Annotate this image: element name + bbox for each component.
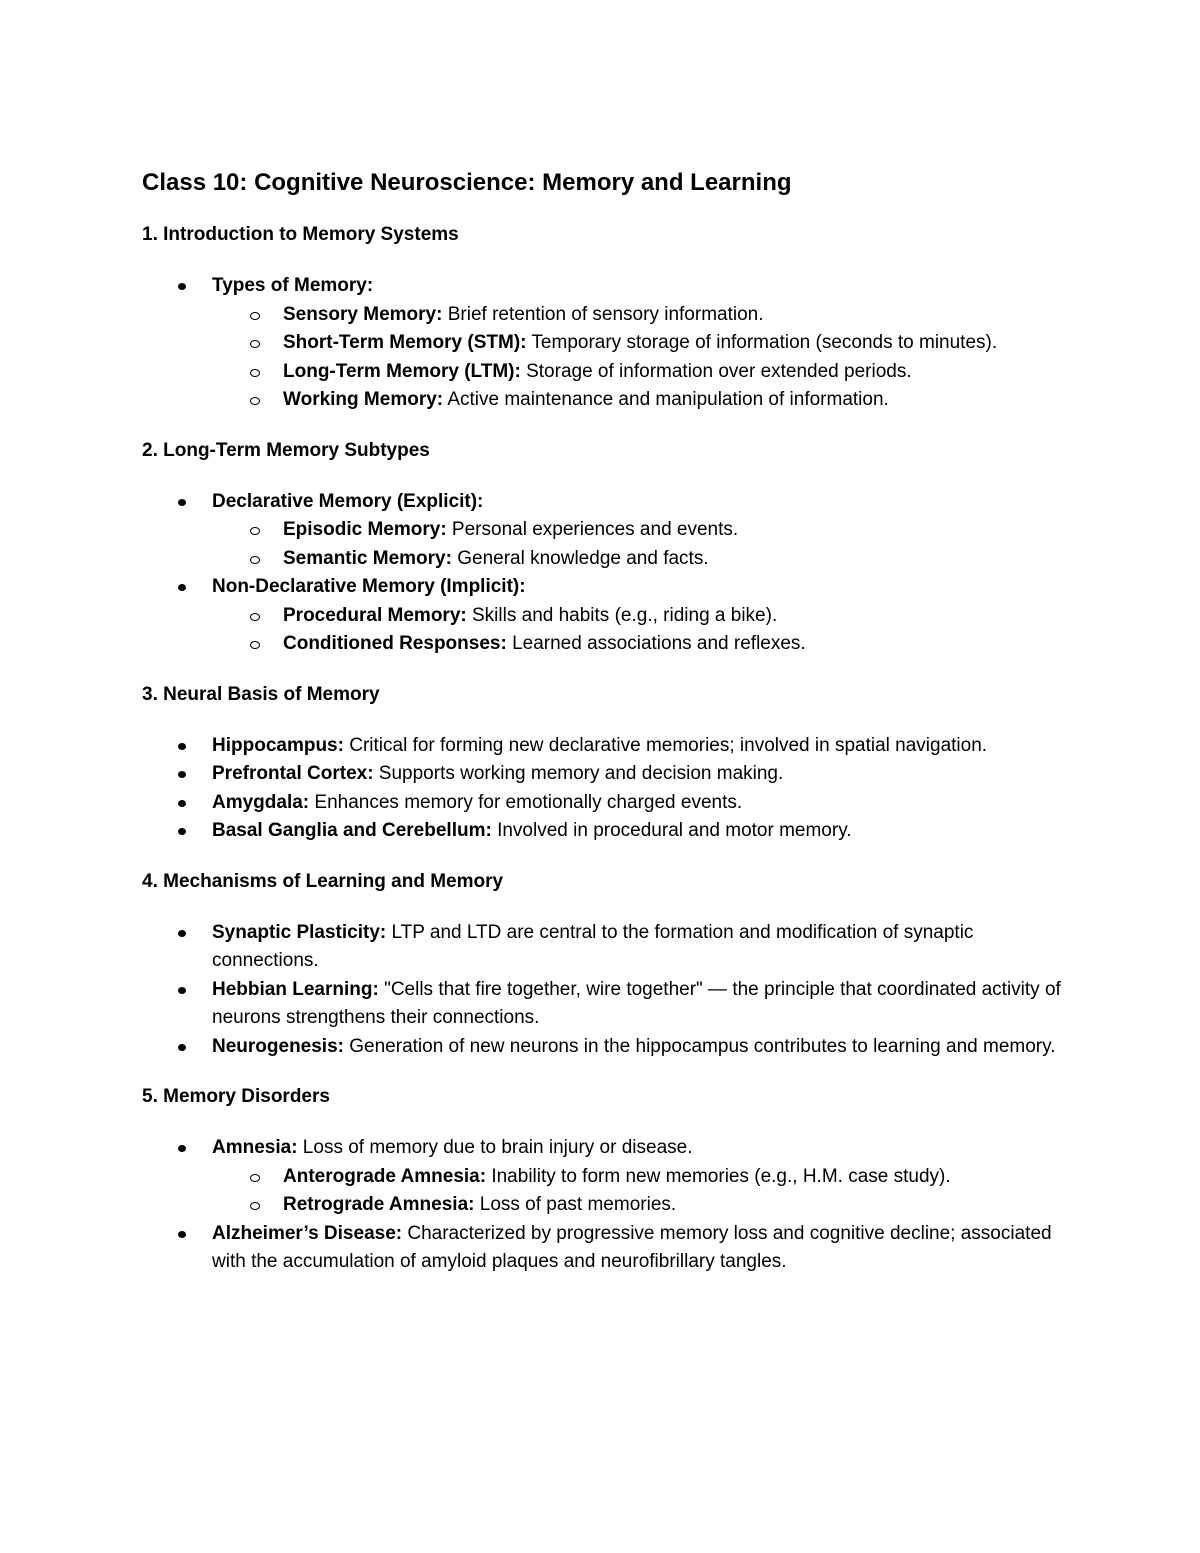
hollow-bullet-icon — [250, 1174, 260, 1182]
sub-list-item — [142, 630, 1062, 659]
filled-bullet-icon — [178, 283, 186, 290]
filled-bullet-icon — [178, 828, 186, 835]
sub-item-label: Semantic Memory: — [283, 547, 452, 569]
bullet-list — [142, 488, 1062, 659]
sub-item-text: Active maintenance and manipulation of information. — [443, 389, 889, 410]
sub-item-label: Sensory Memory: — [283, 303, 443, 325]
item-label: Types of Memory: — [212, 275, 374, 296]
section-2 — [142, 437, 1062, 659]
list-item — [142, 732, 1062, 761]
section-heading: 4. Mechanisms of Learning and Memory — [142, 870, 504, 892]
filled-bullet-icon — [178, 800, 186, 807]
sub-item-text: Skills and habits (e.g., riding a bike). — [466, 604, 778, 626]
item-label: Non-Declarative Memory (Implicit): — [212, 576, 526, 597]
item-label: Hebbian Learning: — [212, 978, 379, 1000]
item-text: Generation of new neurons in the hippocampus contributes to learning and memory. — [343, 1035, 1056, 1057]
section-1 — [142, 221, 1062, 415]
list-item — [142, 1033, 1062, 1062]
sub-item-text: Personal experiences and events. — [446, 519, 739, 540]
sub-item-label: Short-Term Memory (STM): — [283, 332, 527, 353]
filled-bullet-icon — [178, 1231, 186, 1238]
sub-item-label: Conditioned Responses: — [283, 633, 507, 654]
sub-item-text: Learned associations and reflexes. — [506, 633, 806, 654]
filled-bullet-icon — [178, 1145, 186, 1152]
item-label: Alzheimer’s Disease: — [212, 1222, 403, 1244]
sub-item-text: General knowledge and facts. — [451, 547, 709, 569]
sub-item-text: Inability to form new memories (e.g., H.M. case study). — [486, 1165, 951, 1187]
sub-item-label: Working Memory: — [283, 389, 444, 410]
filled-bullet-icon — [178, 584, 186, 591]
list-item — [142, 760, 1062, 789]
list-item — [142, 488, 1062, 517]
section-4 — [142, 868, 1062, 1062]
hollow-bullet-icon — [250, 397, 260, 405]
sub-list-item — [142, 301, 1062, 330]
filled-bullet-icon — [178, 743, 186, 750]
section-heading: 1. Introduction to Memory Systems — [142, 224, 459, 245]
item-text: Enhances memory for emotionally charged events. — [309, 791, 743, 813]
section-heading: 2. Long-Term Memory Subtypes — [142, 439, 430, 461]
hollow-bullet-icon — [250, 312, 260, 320]
item-text: Characterized by progressive memory loss and cognitive decline; associated with the accumulation of amyloid plaques and neurofibrillary tangles. — [212, 1222, 1052, 1272]
filled-bullet-icon — [178, 987, 186, 994]
bullet-list — [142, 919, 1062, 1062]
sub-item-label: Anterograde Amnesia: — [283, 1165, 487, 1187]
bullet-list — [142, 1134, 1062, 1277]
hollow-bullet-icon — [250, 369, 260, 377]
sub-list-item — [142, 1191, 1062, 1220]
filled-bullet-icon — [178, 771, 186, 778]
list-item — [142, 272, 1062, 301]
document-title: Class 10: Cognitive Neuroscience: Memory and Learning — [142, 169, 792, 196]
item-text: Supports working memory and decision making. — [373, 763, 784, 784]
bullet-list — [142, 732, 1062, 846]
item-text: Critical for forming new declarative memories; involved in spatial navigation. — [343, 734, 988, 756]
item-label: Prefrontal Cortex: — [212, 763, 374, 784]
filled-bullet-icon — [178, 930, 186, 937]
list-item — [142, 817, 1062, 846]
item-text: Involved in procedural and motor memory. — [491, 820, 852, 841]
item-text: "Cells that fire together, wire together" — the principle that coordinated activity of neurons strengthens their connections. — [212, 978, 1061, 1028]
document-page — [142, 166, 1062, 1277]
sub-list-item — [142, 545, 1062, 574]
list-item — [142, 1134, 1062, 1163]
sub-item-label: Episodic Memory: — [283, 519, 447, 540]
sections-container — [142, 221, 1062, 1277]
list-item — [142, 573, 1062, 602]
hollow-bullet-icon — [250, 641, 260, 649]
hollow-bullet-icon — [250, 340, 260, 348]
sub-list-item — [142, 386, 1062, 415]
item-label: Amygdala: — [212, 791, 310, 813]
list-item — [142, 919, 1062, 976]
item-label: Hippocampus: — [212, 734, 344, 756]
item-text: Loss of memory due to brain injury or disease. — [297, 1137, 693, 1158]
item-text: LTP and LTD are central to the formation and modification of synaptic connections. — [212, 921, 974, 971]
section-heading: 5. Memory Disorders — [142, 1086, 330, 1107]
filled-bullet-icon — [178, 499, 186, 506]
sub-item-label: Retrograde Amnesia: — [283, 1194, 475, 1215]
section-3 — [142, 681, 1062, 846]
sub-item-text: Loss of past memories. — [474, 1194, 677, 1215]
item-label: Synaptic Plasticity: — [212, 921, 387, 943]
item-label: Neurogenesis: — [212, 1035, 344, 1057]
sub-item-text: Temporary storage of information (seconds to minutes). — [526, 332, 998, 353]
list-item — [142, 1220, 1062, 1277]
sub-list-item — [142, 516, 1062, 545]
sub-item-text: Storage of information over extended periods. — [520, 360, 912, 382]
hollow-bullet-icon — [250, 613, 260, 621]
sub-list-item — [142, 329, 1062, 358]
sub-item-label: Procedural Memory: — [283, 604, 467, 626]
sub-item-text: Brief retention of sensory information. — [442, 303, 764, 325]
section-heading: 3. Neural Basis of Memory — [142, 683, 380, 705]
hollow-bullet-icon — [250, 556, 260, 564]
section-5 — [142, 1083, 1062, 1277]
bullet-list — [142, 272, 1062, 415]
hollow-bullet-icon — [250, 527, 260, 535]
item-label: Declarative Memory (Explicit): — [212, 490, 484, 512]
sub-item-label: Long-Term Memory (LTM): — [283, 360, 521, 382]
sub-list-item — [142, 1163, 1062, 1192]
hollow-bullet-icon — [250, 1202, 260, 1210]
item-label: Amnesia: — [212, 1137, 298, 1158]
sub-list-item — [142, 358, 1062, 387]
filled-bullet-icon — [178, 1044, 186, 1051]
list-item — [142, 976, 1062, 1033]
item-label: Basal Ganglia and Cerebellum: — [212, 820, 492, 841]
list-item — [142, 789, 1062, 818]
sub-list-item — [142, 602, 1062, 631]
